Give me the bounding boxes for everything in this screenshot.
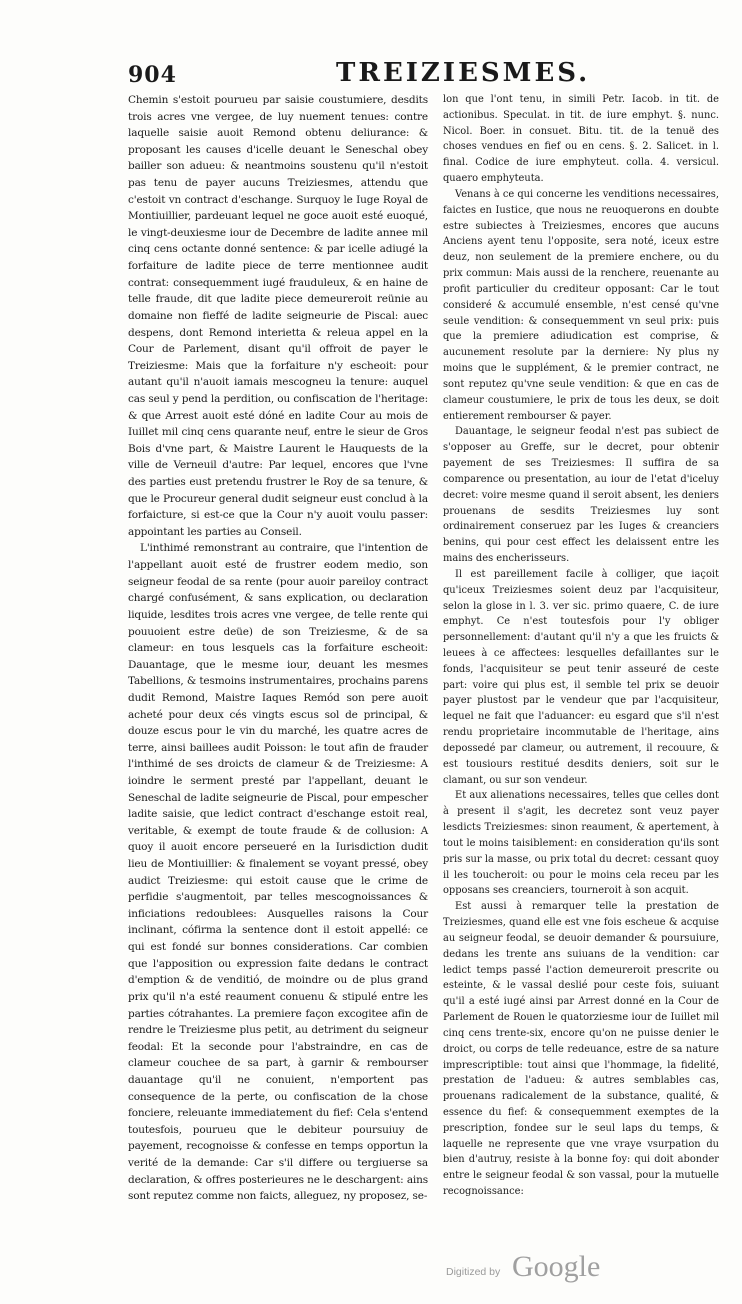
left-paragraph-2: L'inthimé remonstrant au contraire, que l'intention de l'appellant auoit esté de frustrer eodem medio, son seigneur feodal de sa rente (pour auoir pareiloy contract chargé confusément, & sans explication, ou declaration liquide, lesdites trois acres vne vergee, de telle rente qui pouuoient estre deüe) de son Treiziesme, & de sa clameur: en tous lesquels cas la forfaiture escheoit: Dauantage, que le mesme iour, deuant les mesmes Tabellions, & tesmoins instrumentaires, prochains parens dudit Remond, Maistre Iaques Remód son pere auoit acheté pour deux cés vingts escus sol de principal, & douze escus pour le vin du marché, les quatre acres de terre, ainsi baillees audit Poisson: le tout afin de frauder l'inthimé de ses droicts de clameur & de Treiziesme: A ioindre le serment presté par l'appellant, deuant le Seneschal de ladite seigneurie de Piscal, pour empescher ladite saisie, que ledict contract d'eschange estoit real, veritable, & exempt de toute fraude & de collusion: A quoy il auoit encore perseueré en la Iurisdiction dudit lieu de Montiuillier: & finalement se voyant pressé, obey audict Treiziesme: qui estoit cause que le crime de perfidie s'augmentoit, par telles mescognoissances & inficiations redoublees: Ausquelles raisons la Cour inclinant, cófirma la sentence dont il estoit appellé: ce qui est fondé sur bonnes considerations. Car combien que l'apposition ou expression faite dedans le contract d'emption & de venditió, de moindre ou de plus grand prix qu'il n'a esté reaument conuenu & stipulé entre les parties cótrahantes. La premiere façon excogitee afin de rendre le Treiziesme plus petit, au detriment du seigneur feodal: Et la seconde pour l'abstraindre, en cas de clameur couchee de sa part, à garnir & rembourser dauantage qu'il ne conuient, n'emportent pas consequence de la perte, ou confiscation de la chose fonciere, releuante immediatement du fief: Cela s'entend toutesfois, pourueu que le debiteur poursuiuy de payement, recognoisse & confesse en temps opportun la verité de la demande: Car s'il differe ou tergiuerse sa declaration, & offres posterieures ne le deschargent: ains sont reputez comme non faicts, alleguez, ny proposez, se- bbox=[128, 542, 428, 1203]
watermark-prefix: Digitized by bbox=[446, 1266, 501, 1278]
right-column bbox=[443, 92, 719, 1200]
right-paragraph-1: lon que l'ont tenu, in simili Petr. Iacob. in tit. de actionibus. Speculat. in tit. de iure emphyt. §. nunc. Nicol. Boer. in consuet. Bitu. tit. de la tenuë des choses vendues en fief ou en cens. §. 2. Salicet. in l. final. Codice de iure emphyteut. colla. 4. versicul. quaero emphyteuta. bbox=[443, 94, 719, 185]
left-paragraph-1: Chemin s'estoit pourueu par saisie coustumiere, desdits trois acres vne vergee, de luy nuement tenues: contre laquelle saisie auoit Remond obtenu deliurance: & proposant les causes d'icelle deuant le Seneschal obey bailler son adueu: & neantmoins soustenu qu'il n'estoit pas tenu de payer aucuns Treiziesmes, attendu que c'estoit vn contract d'eschange. Surquoy le Iuge Royal de Montiuillier, pardeuant lequel ne goce auoit esté euoqué, le vingt-deuxiesme iour de Decembre de ladite annee mil cinq cens octante donné sentence: & par icelle adiugé la forfaiture de ladite piece de terre mentionnee audit contrat: consequemment iugé frauduleux, & en haine de telle fraude, dit que ladite piece demeureroit reünie au domaine non fieffé de ladite seigneurie de Piscal: auec despens, dont Remond interietta & releua appel en la Cour de Parlement, disant qu'il offroit de payer le Treiziesme: Mais que la forfaiture n'y escheoit: pour autant qu'il n'auoit iamais mescogneu la tenure: auquel cas seul y pend la perdition, ou confiscation de l'heritage: & que Arrest auoit esté dóné en ladite Cour au mois de Iuillet mil cinq cens quarante neuf, entre le sieur de Gros Bois d'vne part, & Maistre Laurent le Hauquests de la ville de Verneuil d'autre: Par lequel, encores que l'vne des parties eust pretendu frustrer le Roy de sa tenure, & que le Procureur general dudit seigneur eust conclud à la forfaicture, si est-ce que la Cour n'y auoit voulu passer: appointant les parties au Conseil. bbox=[128, 94, 428, 538]
left-column bbox=[128, 92, 428, 1205]
digitized-watermark bbox=[446, 1250, 626, 1290]
right-paragraph-4: Il est pareillement facile à colliger, que iaçoit qu'iceux Treiziesmes soient deuz par l'acquisiteur, selon la glose in l. 3. ver sic. primo quaere, C. de iure emphyt. Ce n'est toutesfois pour l'y obliger personnellement: d'autant qu'il n'y a que les fruicts & leuees à ce affectees: lesquelles defaillantes sur le fonds, l'acquisiteur se peut tenir asseuré de ceste part: voire qui plus est, il semble tel prix se deuoir payer plustost par le vendeur que par l'acquisiteur, lequel ne fait que l'aduancer: eu esgard que s'il n'est rendu proprietaire incommutable de l'heritage, ains depossedé par clameur, ou autrement, il recouure, & est tousiours restitué desdits deniers, soit sur le clamant, ou sur son vendeur. bbox=[443, 568, 719, 786]
right-paragraph-5: Et aux alienations necessaires, telles que celles dont à present il s'agit, les decretez sont veuz payer lesdicts Treiziesmes: sinon reaument, & apertement, à tout le moins taisiblement: en consideration qu'ils sont pris sur la masse, ou prix total du decret: cessant quoy il les toucheroit: ou pour le moins cela receu par les opposans ses creanciers, tourneroit à son acquit. bbox=[443, 790, 719, 897]
page-number: 904 bbox=[128, 62, 177, 88]
right-paragraph-2: Venans à ce qui concerne les venditions necessaires, faictes en Iustice, que nous ne reuoquerons en doubte estre subiectes à Treiziesmes, encores que aucuns Anciens ayent tenu l'opposite, sera noté, iceux estre deuz, non seulement de la premiere enchere, ou du prix commun: Mais aussi de la renchere, reuenante au profit particulier du crediteur opposant: Car le tout consideré & accumulé ensemble, n'est censé qu'vne seule vendition: & consequemment vn seul prix: puis que la premiere adiudication est comprise, & aucunement resolute par la derniere: Ny plus ny moins que le supplément, & le premier contract, ne sont reputez qu'vne seule vendition: & que en cas de clameur coustumiere, le prix de tous les deux, se doit entierement rembourser & payer. bbox=[443, 188, 719, 422]
running-title: TREIZIESMES. bbox=[336, 58, 591, 88]
right-paragraph-6: Est aussi à remarquer telle la prestation de Treiziesmes, quand elle est vne fois escheue & acquise au seigneur feodal, se deuoir demander & poursuiure, dedans les trente ans suiuans de la vendition: car ledict temps passé l'action demeureroit prescrite ou esteinte, & le vassal deslié pour ceste fois, suiuant qu'il a esté iugé ainsi par Arrest donné en la Cour de Parlement de Rouen le quatorziesme iour de Iuillet mil cinq cens trente-six, encore qu'on ne puisse denier le droict, ou corps de telle redeuance, estre de sa nature imprescriptible: tout ainsi que l'hommage, la fidelité, prestation de l'adueu: & autres semblables cas, prouenans radicalement de la substance, qualité, & essence du fief: & consequemment exemptes de la prescription, fondee sur le seul laps du temps, & laquelle ne represente que vne vraye vsurpation du bien d'autruy, resiste à la bonne foy: qui doit abonder entre le seigneur feodal & son vassal, pour la mutuelle recognoissance: bbox=[443, 901, 719, 1198]
page-header bbox=[128, 58, 714, 92]
google-logo: Google bbox=[512, 1250, 601, 1283]
right-paragraph-3: Dauantage, le seigneur feodal n'est pas subiect de s'opposer au Greffe, sur le decret, pour obtenir payement de ses Treiziesmes: Il suffira de sa comparence ou presentation, au iour de l'etat d'iceluy decret: voire mesme quand il seroit absent, les deniers prouenans de sesdits Treiziesmes luy sont ordinairement conseruez par les Iuges & creanciers benins, qui pour cest effect les delaissent entre les mains des encherisseurs. bbox=[443, 426, 719, 565]
